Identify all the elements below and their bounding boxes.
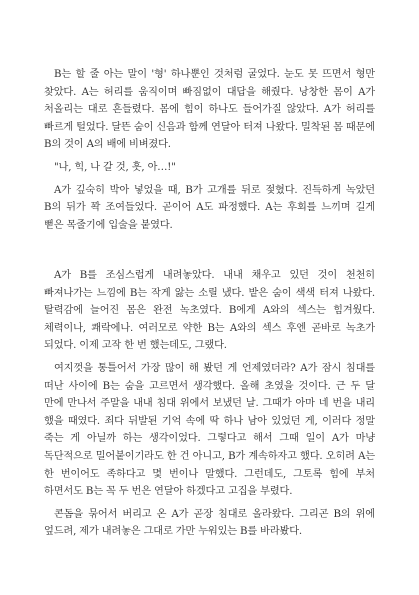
paragraph: B는 할 줄 아는 말이 '형' 하나뿐인 것처럼 굴었다. 눈도 못 뜨면서 형만 찾았다. A는 허리를 움직이며 빠짐없이 대답을 해줬다. 낭창한 몸이 A가 처올리는 대로 흔들렸다. 몸에 힘이 하나도 들어가질 않았다. A가 허리를 빠르게 털었다. 달뜬 숨이 신음과 함께 연달아 터져 나왔다. 밀착된 몸 때문에 B의 것이 A의 배에 비벼졌다. (44, 69, 375, 151)
paragraph: A가 B를 조심스럽게 내려놓았다. 내내 채우고 있던 것이 천천히 빠져나가는 느낌에 B는 작게 앓는 소릴 냈다. 밭은 숨이 색색 터져 나왔다. 탈력감에 늘어진 몸은 완전 녹초였다. B에게 A와의 섹스는 힘겨웠다. 체력이나, 쾌락에나. 여러모로 약한 B는 A와의 섹스 후엔 곧바로 녹초가 되었다. 이제 고작 한 번 했는데도, 그랬다. (44, 270, 375, 352)
dialogue-line: "나, 힉, 나 갈 것, 흣, 아…!" (54, 161, 176, 173)
text-section-2 (44, 267, 375, 546)
text-section-1 (44, 66, 375, 239)
paragraph: 콘돔을 묶어서 버리고 온 A가 곧장 침대로 올라왔다. 그리곤 B의 위에 엎드려, 제가 내려놓은 그대로 가만 누워있는 B를 바라봤다. (44, 508, 375, 538)
paragraph: A가 깊숙히 박아 넣었을 때, B가 고개를 뒤로 젖혔다. 진득하게 녹았던 B의 뒤가 꽉 조여들었다. 곧이어 A도 파정했다. A는 후회를 느끼며 길게 뻗은 목줄기에 입술을 붙였다. (44, 184, 375, 231)
paragraph: 여지껏을 통틀어서 가장 많이 해 봤던 게 언제였더라? A가 잠시 침대를 떠난 사이에 B는 숨을 고르면서 생각했다. 올해 초였을 것이다. 근 두 달 만에 만나서 주말을 내내 침대 위에서 보냈던 날. 그때가 아마 네 번을 내리 했을 때였다. 죄다 뒤발된 기억 속에 딱 하나 남아 있었던 게, 이러다 정말 죽는 게 아닐까 하는 생각이었다. 그렇다고 해서 그때 일이 A가 마냥 독단적으로 밀어붙이기라도 한 건 아니고, B가 계속하자고 했다. 오히려 A는 한 번이어도 족하다고 몇 번이나 말했다. 그런데도, 그토록 힘에 부처 하면서도 B는 꼭 두 번은 연달아 하겠다고 고집을 부렸다. (44, 362, 375, 498)
